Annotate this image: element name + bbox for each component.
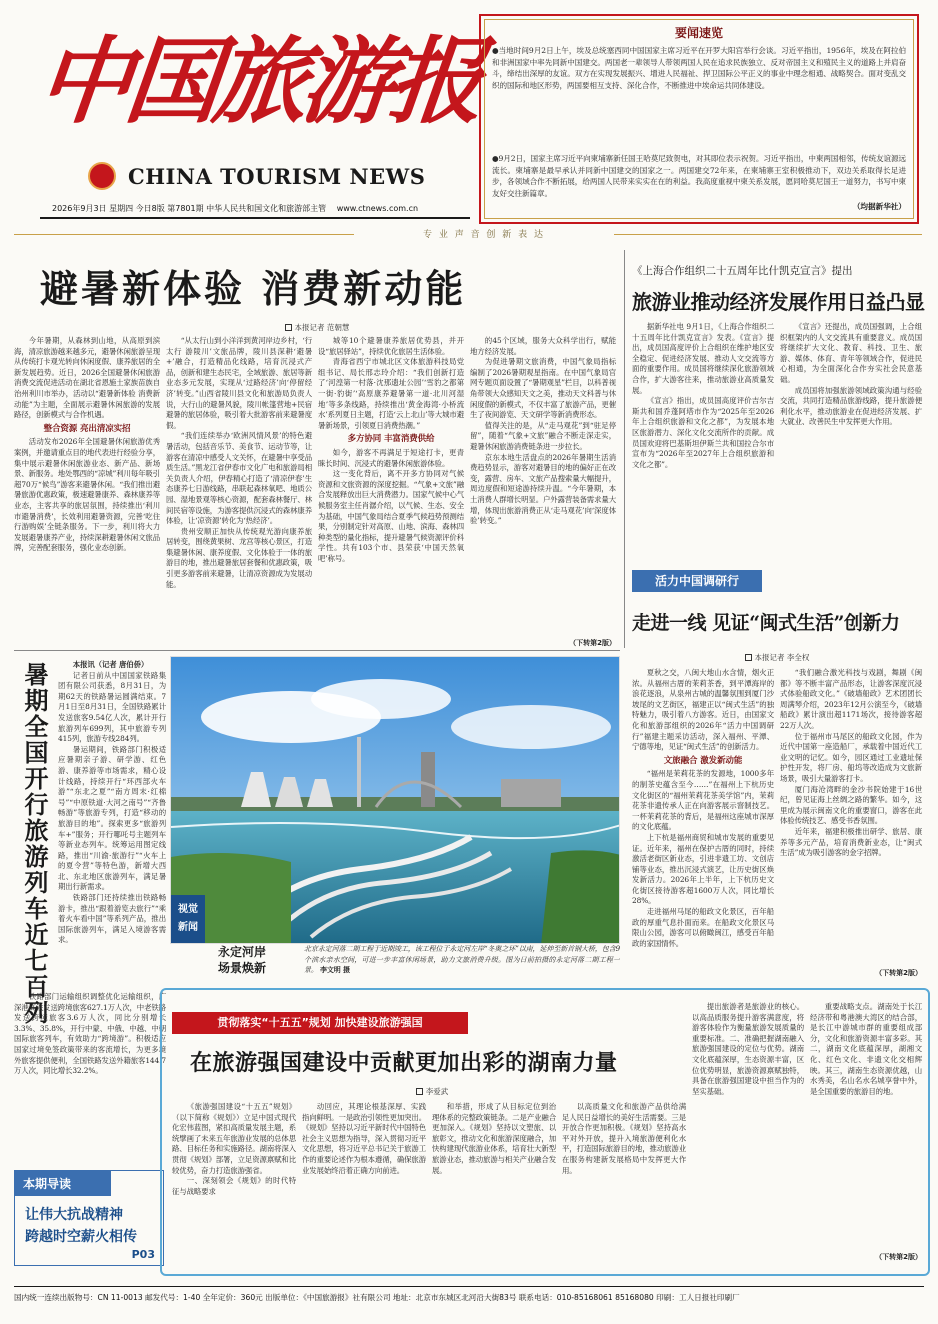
slogan: 专 业 声 音 创 新 表 达 <box>354 227 614 240</box>
hunan-col-3: 和举措，形成了从目标定位到治理体系的完整政策链条。二是产业融合更加深入。《规划》坚持以文塑旅、以旅彰文，推动文化和旅游深度融合，加快构建现代旅游业体系，培育壮大新型旅游业态，推动旅游与相关产业融合发展。 <box>432 1102 556 1175</box>
dateline <box>52 203 472 214</box>
guide-line-1[interactable]: 让伟大抗战精神 <box>25 1207 123 1223</box>
lead-col-3: 城等10个避暑康养旅居优势县，并开设“旅居驿站”，持续优化旅居生活体验。 青海省西宁市城北区文体旅游科技局党组书记、局长邢志玲介绍：“我们创新打造了‘河湟第一村落·沈那遗址公园’‘雪豹之都第一街·豹街’‘高原康养避暑第一道·北川河湿地’等多条线路，持续推出‘黄金海湾·小桥流水’系列夏日主题，打造‘云上北山’等大城市避暑新场景，引领夏日消费热潮。” 多方协同 丰富消费供给 如今，游客不再满足于短途打卡，更青睐长时间、沉浸式的避暑休闲旅游体验。 这一变化背后，离不开多方协同对气候资源和文旅资源的深度挖掘。“气象+文旅”融合发展释放出巨大消费潜力。国家气候中心气候服务室主任肖潺介绍，以气候、生态、安全为基础，中国气象局结合夏季气候趋势预测结果，分别制定针对高原、山地、滨海、森林四种类型的量化指标，提升避暑气候资源评价科学性。共有103个市、县荣获‘中国天然氧吧’称号。 <box>318 336 464 563</box>
masthead-rule <box>40 217 470 219</box>
dateline-text: 2026年9月3日 星期四 今日8版 第7801期 中华人民共和国文化和旅游部主管 <box>52 204 327 213</box>
slogan-bar <box>14 229 922 241</box>
hunan-banner: 贯彻落实“十五五”规划 加快建设旅游强国 <box>172 1012 468 1034</box>
trains-body-bottom: 铁路部门运输组织调整优化运输组织，广深港高铁发送跨境旅客627.1万人次，中老铁路发送跨境旅客3.6万人次，同比分别增长3.3%、35.8%，开行中蒙、中俄、中越、中朝国际旅客列车，有效助力“跨境游”。积极适应国家过境免签政策带来的客流增长，为更多境外旅客提供便利，全国铁路发送外籍旅客144.7万人次，同比增长32.2%。 <box>14 992 166 1076</box>
hunan-col-5: 提出旅游者是旅游业的核心。以高品质服务提升游客满意度，将游客体验作为衡量旅游发展质量的重要标准。二、准确把握湖南融入旅游强国建设的定位与优势。湖南文化底蕴深厚，生态资源丰富，区位优势明显，旅游资源禀赋独特，具备在旅游强国建设中担当作为的坚实基础。 <box>692 1002 804 1096</box>
news-brief-item-1: ●当地时间9月2日上午，埃及总统塞西同中国国家主席习近平在开罗大阳宫举行会谈。习近平指出，1956年，埃及在阿拉伯和非洲国家中率先同新中国建交。两国老一辈领导人带领两国人民在追求民族独立、反对帝国主义和殖民主义的道路上并肩奋斗，缔结出深厚的友谊。双方在实现发展振兴、增进人民福祉、捍卫国际公平正义的事业中理念相通、战略契合。面对变乱交织的国际和地区形势，两国要相互支持、深化合作，不断推进中埃命运共同体建设。 <box>492 46 906 90</box>
hunan-col-6: 重要战略支点。湖南处于长江经济带和粤港澳大湾区的结合部，是长江中游城市群的重要组成部分，文化和旅游资源丰富多彩。其二，湖南文化底蕴深厚，湖湘文化、红色文化、非遗文化交相辉映。其三，湖南生态资源优越，山水秀美，名山名水名城享誉中外，是全国重要的旅游目的地。 <box>810 1002 922 1096</box>
photo-frame <box>170 656 620 944</box>
photo-caption: 北京永定河落二期工程于近期竣工，该工程位于永定河左岸“冬奥之环”以南，延伸至新首钢大桥，包含9个滨水亲水空间，可进一步丰富休闲场景，助力文旅消费升级。图为日前拍摄的永定河落二期工程一景。 李文明 摄 <box>304 945 620 974</box>
sco-col-2: 《宣言》还提出，成员国强调，上合组织框架内的人文交流具有重要意义。成员国将继续扩大文化、教育、科技、卫生、旅游、媒体、体育、青年等领域合作，促进民心相通，为全面深化合作夯实社会民意基础。 成员国将加强旅游领域政策沟通与经验交流，共同打造精品旅游线路，提升旅游便利化水平，推动旅游业在促进经济发展、扩大就业、改善民生中发挥更大作用。 <box>780 322 922 427</box>
lead-col-2: “从太行山到小洋洋到黄河岸边乡村，‘行太行 游陵川’文旅品牌，陵川县深耕‘避暑+’融合，打造精品化线路，培育沉浸式产品，创新和建生态民宅，全域旅游、旅居等新业态多元发展，实现从‘过路经济’向‘停留经济’转变。”山西省陵川县文化和旅游局负责人说，大行山的避暑风貌，陵川帐篷营地+民宿避暑的旅居体验，吸引着大批游客前来避暑度假。 “我们连续举办‘欧洲风情风景’的特色避暑活动，包括音乐节、美食节、运动节等，让游客在清凉中感受人文关怀，在避暑中享受品质生活。”黑龙江省伊春市文化广电和旅游局相关负责人介绍，伊春精心打造了‘清凉伊春’生态康养七日游线路，串联起森林氧吧、地质公园、湿地景观等核心资源，配套森林餐厅、林间民宿等设施，为游客提供沉浸式的森林康养体验，让‘凉资源’转化为‘热经济’。 贵州安顺正加快从传统观光游向康养旅居转变，围绕黄果树、龙宫等核心景区，打造集避暑休闲、康养度假、文化体验于一体的旅游目的地，推出避暑旅居套餐和优惠政策，吸引更多游客前来避暑，让清凉资源成为发展动能。 <box>166 336 312 589</box>
hunan-col-4: 以高质量文化和旅游产品供给满足人民日益增长的美好生活需要。三是开放合作更加积极。《规划》坚持高水平对外开放，提升入境旅游便利化水平，打造国际旅游目的地，推动旅游业在服务构建新发展格局中发挥更大作用。 <box>562 1102 686 1175</box>
news-brief-source: （均据新华社） <box>852 202 906 211</box>
fujian-byline: 本报记者 李全权 <box>632 652 922 663</box>
lead-byline: 本报记者 范朝慧 <box>14 322 620 333</box>
lead-continued[interactable]: （下转第2版） <box>569 639 616 647</box>
logo-chinese: 中国旅游报 <box>32 27 484 137</box>
guide-box <box>14 1170 164 1266</box>
lead-headline[interactable]: 避暑新体验 消费新动能 <box>40 266 467 311</box>
lead-col-1: 今年暑期，从森林到山地，从高原到滨海，清凉旅游越来越多元，避暑休闲旅游呈现从传统打卡观光转向休闲度假、康养旅居的全新发展趋势。近日，2026全国避暑休闲旅游消费交流促进活动在湖北省恩施土家族苗族自治州利川市举办，活动以“避暑新体验 消费新动能”为主题，全面展示避暑休闲旅游的发展路径，创新模式与合作机遇。 整合资源 亮出清凉实招 活动发布2026年全国避暑休闲旅游优秀案例，并邀请重点目的地代表进行经验分享，集中展示避暑休闲旅游业态、新产品、新场景、新服务。地处鄂西的“凉城”利川每年吸引超70万“候鸟”游客来避暑休闲。“我们推出避暑旅游优惠政策，极速避暑康养、森林康养等业态，主客共享的旅居氛围，持续推出‘利川市避暑消费’，长效利用避暑资源，完善‘吃住行游购娱’全链条服务。下一步，利川将大力发展避暑康养产业，持续深耕避暑休闲文旅品牌，完善配套服务，强化业态创新。 <box>14 336 160 553</box>
masthead-logo <box>32 12 484 192</box>
lead-bottom-rule <box>14 650 620 651</box>
column-divider <box>624 250 625 648</box>
fujian-col-2: “我们融合激光科技与戏剧，舞剧《闽都》等不断丰富产品形态，让游客深度沉浸式体验船政文化。”《破墙船政》艺术团团长周满琴介绍，2023年12月公演至今，《破墙船政》累计演出超1171场次，接待游客超22万人次。 位于福州市马尾区的船政文化园，作为近代中国第一座造船厂，承载着中国近代工业文明的记忆。如今，园区通过工业遗址保护性开发，将厂房、船坞等改造成为文旅新场景，吸引大量游客打卡。 厦门海沧湾畔的金沙书院始建于16世纪，曾见证海上丝绸之路的繁华。如今，这里成为展示闽南文化的重要窗口，游客在此体验传统技艺、感受书香氛围。 近年来，福建积极推出研学、旅居、康养等多元产品，培育消费新业态，让“闽式生活”成为吸引游客的金字招牌。 <box>780 668 922 858</box>
trains-headline[interactable]: 暑期全国开行旅游列车近七百列 <box>20 662 49 1026</box>
hunan-col-2: 动回应，其理论根基深厚、实践指向鲜明。一是政治引领性更加突出。《规划》坚持以习近平新时代中国特色社会主义思想为指导，深入贯彻习近平文化思想，将习近平总书记关于旅游工作的重要论述作为根本遵循，确保旅游业发展始终沿着正确方向前进。 <box>302 1102 426 1175</box>
hunan-col-1: 《旅游强国建设“十五五”规划》（以下简称《规划》）立足中国式现代化宏伟蓝图，紧扣高质量发展主题，系统擘画了未来五年旅游业发展的总体思路、目标任务和实施路径。湖南将深入贯彻《规划》部署，立足资源禀赋和比较优势，奋力打造旅游强省。 一、深刻领会《规划》的时代特征与战略要求 <box>172 1102 296 1196</box>
website[interactable]: www.ctnews.com.cn <box>336 204 419 213</box>
news-brief-title: 要闻速览 <box>674 26 723 40</box>
fujian-continued[interactable]: （下转第2版） <box>875 969 922 977</box>
photo-tag: 视觉 新闻 <box>171 895 205 944</box>
photo-credit: 李文明 摄 <box>319 965 350 974</box>
footer-rule <box>14 1286 924 1287</box>
hunan-headline[interactable]: 在旅游强国建设中贡献更加出彩的湖南力量 <box>190 1050 618 1076</box>
logo-emblem <box>88 162 116 190</box>
fujian-col-1: 夏秋之交，八闽大地山水含情，烟火正浓。从福州古厝的茉莉茶香，到平潭海岸的浪花逐浪，从泉州古城的温馨氛围到厦门沙坡尾的文艺街区，福建正以“闽式生活”的独特魅力，吸引着八方游客。近日，由国家文化和旅游部组织的2026年“活力中国调研行”福建主题采访活动，深入福州、平潭、宁德等地，见证“闽式生活”的创新活力。 文旅融合 激发新动能 “福州是茉莉花茶的发源地，1000多年的制茶史蕴含至今……”在福州上下杭历史文化街区的“福州茉莉花茶美学馆”内，茉莉花茶非遗传承人正在向游客展示窨制技艺。一杯茉莉花茶的背后，是福州这座城市深厚的文化底蕴。 上下杭是福州商贸和城市发展的重要见证。近年来，福州在保护古厝的同时，持续激活老街区新业态，引进非遗工坊、文创店铺等业态，推出沉浸式演艺，让历史街区焕发新活力。2026年上半年，上下杭历史文化街区接待游客超1600万人次，同比增长28%。 走进福州马尾的船政文化景区，百年船政的厚重气息扑面而来。在船政文化景区马限山公园，游客可以俯瞰闽江，感受百年船政的家国情怀。 <box>632 668 774 948</box>
river-photo[interactable] <box>171 657 620 944</box>
hunan-byline: 李爱武 <box>172 1086 692 1097</box>
sco-kicker: 《上海合作组织二十五周年比什凯克宣言》提出 <box>632 265 853 277</box>
fujian-banner: 活力中国调研行 <box>632 570 762 592</box>
hunan-continued[interactable]: （下转第2版） <box>875 1253 922 1261</box>
guide-line-2[interactable]: 跨越时空薪火相传 <box>25 1229 137 1245</box>
logo-english: CHINA TOURISM NEWS <box>128 164 426 189</box>
news-brief-box <box>479 14 919 224</box>
guide-page[interactable]: P03 <box>131 1248 155 1261</box>
sco-col-1: 据新华社电 9月1日，《上海合作组织二十五周年比什凯克宣言》发表。《宣言》提出，成员国高度评价上合组织在维护地区安全稳定、促进经济发展、推动人文交流等方面的重要作用。成员国将继续深化旅游领域合作，扩大游客往来，推动旅游业高质量发展。 《宣言》指出，成员国高度评价吉尔吉斯共和国乔蓬阿塔市作为“2025年至2026年上合组织旅游和文化之都”，为发展本地区旅游潜力、深化文化交流所作的贡献。成员国欢迎将巴基斯坦伊斯兰共和国拉合尔市宣布为“2026年至2027年上合组织旅游和文化之都”。 <box>632 322 774 469</box>
lead-col-4: 的45个区域，服务大众科学出行，赋能地方经济发展。 为促进暑期文旅消费，中国气象局指标编制了2026暑期观星指南。在中国气象局官网专题页面设置了“暑期观星”栏目，以科普视角带领大众感知天文之美，推动天文科普与休闲度假的新模式，不仅丰富了旅游产品，更催生了夜间游览、天文研学等新消费形态。 值得关注的是，从“走马观花”到“驻足停留”，随着“气象+文旅”融合不断走深走实，避暑休闲旅游消费链条进一步拉长。 京东本地生活盘点的2026年暑期生活消费趋势显示，游客对避暑目的地的偏好正在改变，露营、房车、文旅产品搜索量大幅提升，周边度假和短途游持续升温。“今年暑期，本土消费人群增长明显。户外露营装备需求量大增，体现出旅游消费正从‘走马观花’向‘深度体验’转变。” <box>470 336 616 526</box>
sco-headline[interactable]: 旅游业推动经济发展作用日益凸显 <box>632 290 925 314</box>
news-brief-item-2: ●9月2日，国家主席习近平向柬埔寨新任国王哈莫尼致贺电，对其即位表示祝贺。习近平指出，中柬两国相邻，传统友谊源远流长。柬埔寨是最早承认并同新中国建交的国家之一。两国建交72年来，在柬埔寨王室积极推动下，双边关系取得长足进步，各领域合作不断拓展，给两国人民带来实实在在的利益。我高度重视中柬关系发展，愿同哈莫尼国王一道努力，书写中柬友好交往新篇章。 <box>492 154 906 198</box>
fujian-headline[interactable]: 走进一线 见证“闽式生活”创新力 <box>632 612 900 634</box>
footer-info: 国内统一连续出版物号：CN 11-0013 邮发代号：1-40 全年定价：360元 出版单位：《中国旅游报》社有限公司 地址：北京市东城区北河沿大街83号 联系电话：010-85168061 85168080 印刷：工人日报社印刷厂 <box>14 1293 740 1302</box>
photo-title: 永定河岸 场景焕新 <box>218 945 267 975</box>
trains-body: 本报讯（记者 唐伯侨） 记者日前从中国国家铁路集团有限公司获悉，8月31日，为期62天的铁路暑运圆满结束。7月1日至8月31日，全国铁路累计发送旅客9.54亿人次，累计开行旅游列车699列，其中旅游专列415列，旅游专线284列。 暑运期间，铁路部门积极适应暑期亲子游、研学游、红色游、康养游等市场需求，精心设计线路，持续开行“环西部火车游”“东北之夏”“南方周末·红棉号”“中原铁道·大河之南号”“齐鲁畅游”等旅游专列，打造“移动的旅游目的地”。探索更多“旅游列车+”服务；开行哪吒号主题列车等新业态列车。统筹运用图定线路，推出“川渝·旅游行”“火车上的夏令营”等特色游，新增大西北、东北地区旅游列车，满足暑期出行新需求。 铁路部门还持续推出铁路畅游卡，推出“跟着游览去旅行”“乘着火车看中国”等系列产品，推出国际旅游列车，满足入境游客需求。 <box>58 660 166 945</box>
guide-title: 本期导读 <box>15 1171 111 1196</box>
